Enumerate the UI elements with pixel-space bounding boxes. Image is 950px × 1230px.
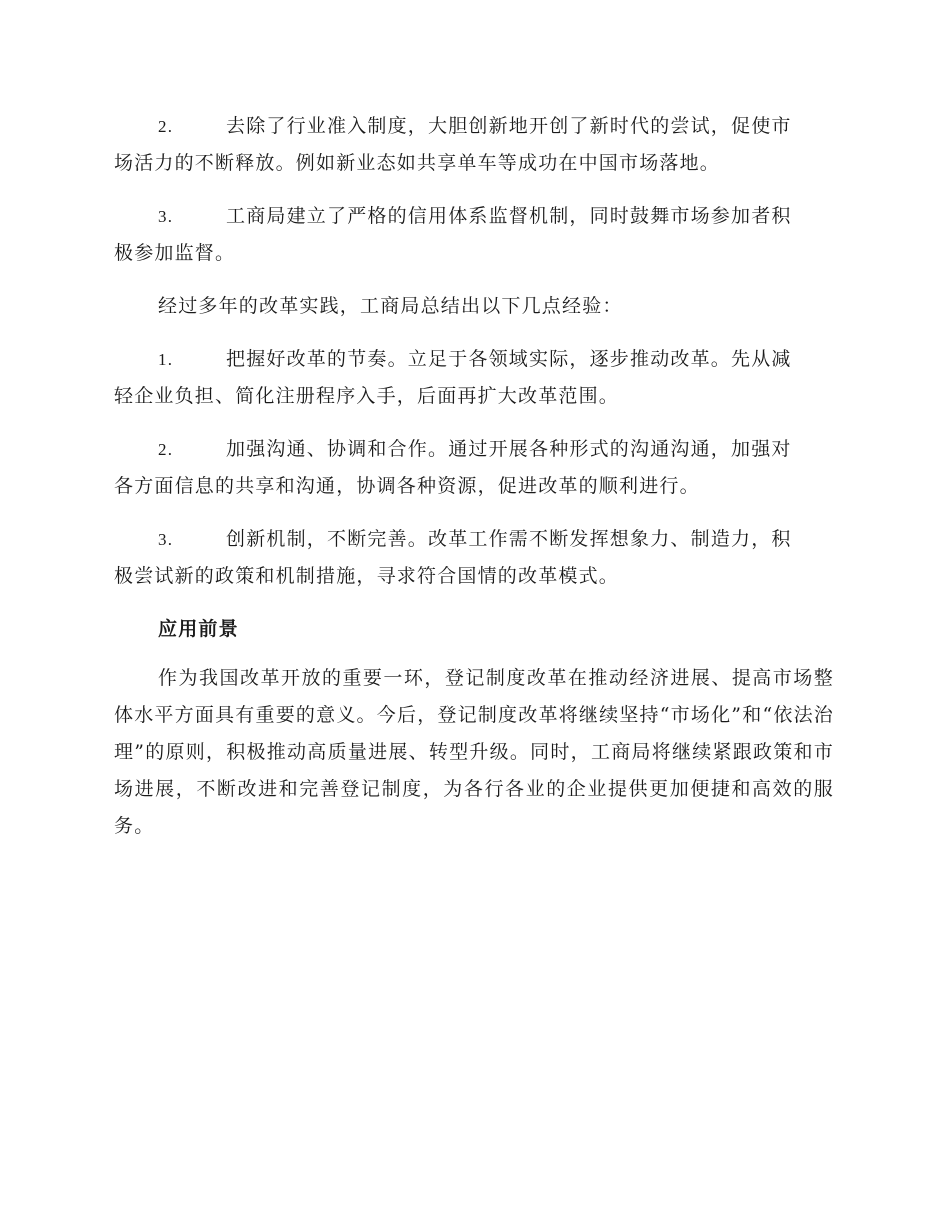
list-item	[114, 431, 834, 505]
list-item	[114, 108, 834, 182]
document-body	[114, 108, 834, 861]
list-item-text-continued: 极参加监督。	[114, 242, 236, 264]
section-heading: 应用前景	[158, 618, 239, 640]
list-item-text: 加强沟通、协调和合作。通过开展各种形式的沟通沟通，加强对	[226, 438, 792, 460]
list-item	[114, 341, 834, 415]
list-item-text-continued: 极尝试新的政策和机制措施，寻求符合国情的改革模式。	[114, 565, 620, 587]
list-item-text: 把握好改革的节奏。立足于各领域实际，逐步推动改革。先从减	[226, 348, 792, 370]
list-item-number: 3.	[158, 207, 174, 226]
list-item-text: 去除了行业准入制度，大胆创新地开创了新时代的尝试，促使市	[226, 115, 792, 137]
list-item-text: 工商局建立了严格的信用体系监督机制，同时鼓舞市场参加者积	[226, 205, 792, 227]
list-item-text-continued: 场活力的不断释放。例如新业态如共享单车等成功在中国市场落地。	[114, 152, 721, 174]
list-item-number: 3.	[158, 530, 174, 549]
list-item-text-continued: 轻企业负担、简化注册程序入手，后面再扩大改革范围。	[114, 385, 620, 407]
closing-paragraph: 作为我国改革开放的重要一环，登记制度改革在推动经济进展、提高市场整体水平方面具有重要的意义。今后，登记制度改革将继续坚持“市场化”和“依法治理”的原则，积极推动高质量进展、转型升级。同时，工商局将继续紧跟政策和市场进展，不断改进和完善登记制度，为各行各业的企业提供更加便捷和高效的服务。	[114, 667, 834, 837]
list-item-number: 1.	[158, 350, 174, 369]
list-item-number: 2.	[158, 117, 174, 136]
list-item	[114, 521, 834, 595]
list-item-number: 2.	[158, 440, 174, 459]
list-item-text-continued: 各方面信息的共享和沟通，协调各种资源，促进改革的顺利进行。	[114, 475, 700, 497]
intro-paragraph: 经过多年的改革实践，工商局总结出以下几点经验：	[158, 295, 623, 317]
list-item	[114, 198, 834, 272]
list-item-text: 创新机制，不断完善。改革工作需不断发挥想象力、制造力，积	[226, 528, 792, 550]
